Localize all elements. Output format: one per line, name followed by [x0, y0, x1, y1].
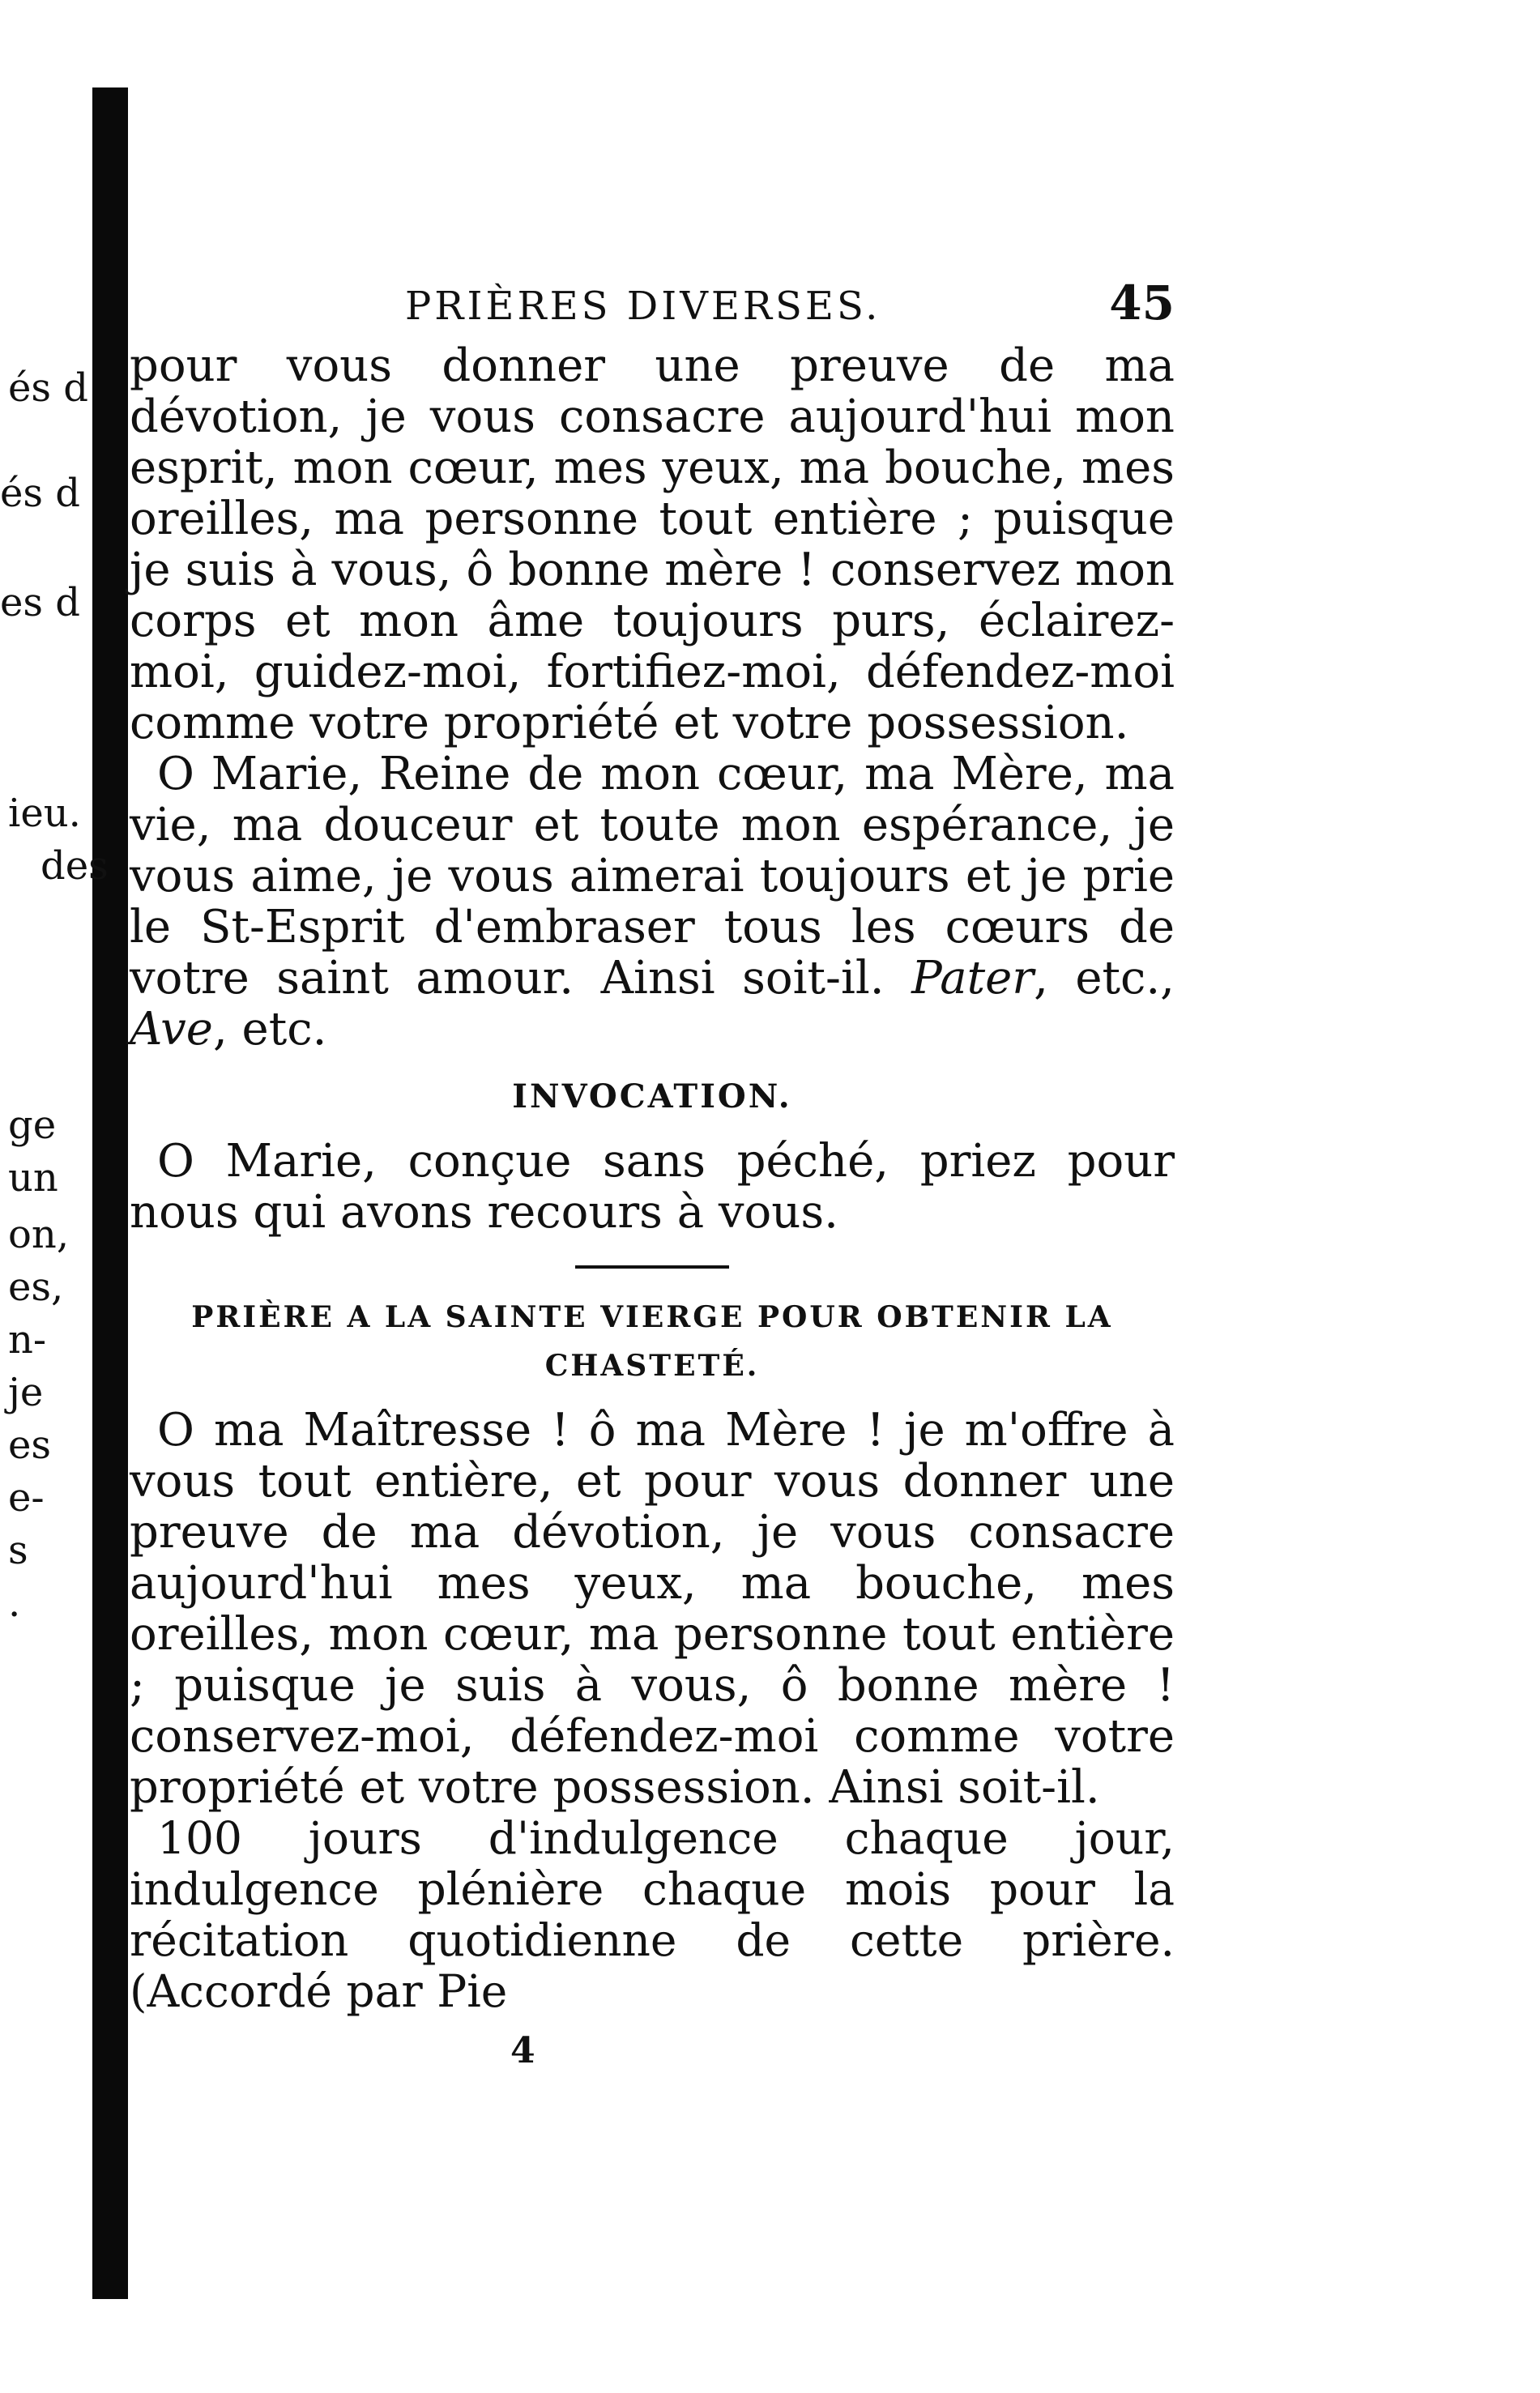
- running-title: PRIÈRES DIVERSES.: [405, 284, 881, 329]
- paragraph-o-marie: [130, 749, 1175, 1055]
- paragraph-dedication: pour vous donner une preuve de ma dévotion, je vous consacre aujourd'hui mon esprit, mon cœur, mes yeux, ma bouche, mes oreilles, ma personne tout entière ; puisque je suis à vous, ô bonne mère ! conservez mon corps et mon âme toujours purs, éclairez-moi, guidez-moi, fortifiez-moi, défendez-moi comme votre propriété et votre possession.: [130, 339, 1175, 749]
- margin-fragment: .: [8, 1580, 21, 1626]
- paragraph-o-marie-text: O Marie, Reine de mon cœur, ma Mère, ma vie, ma douceur et toute mon espérance, je vous aime, je vous aimerai toujours et je prie le St-Esprit d'embraser tous les cœurs de votre saint amour. Ainsi soit-il.: [130, 748, 1175, 1005]
- running-header: [130, 275, 1175, 340]
- margin-fragment: des: [41, 843, 109, 889]
- margin-fragment: es d: [0, 580, 81, 625]
- etc-2: , etc.: [212, 1003, 327, 1056]
- facing-page-fragments: [0, 0, 109, 2393]
- margin-fragment: ieu.: [8, 791, 81, 836]
- page-body: [130, 340, 1175, 2076]
- margin-fragment: e-: [8, 1475, 45, 1521]
- signature-mark: 4: [510, 2030, 535, 2071]
- pater-word: Pater: [911, 952, 1034, 1005]
- section-separator: [575, 1265, 729, 1269]
- margin-fragment: es,: [8, 1265, 64, 1310]
- margin-fragment: és d: [8, 365, 89, 411]
- invocation-text: O Marie, conçue sans péché, priez pour nous qui avons recours à vous.: [130, 1135, 1175, 1239]
- book-page: [130, 275, 1175, 2076]
- invocation-heading: INVOCATION.: [512, 1077, 792, 1115]
- margin-fragment: és d: [0, 471, 81, 516]
- prayer-heading: [130, 1293, 1175, 1390]
- margin-fragment: n-: [8, 1317, 47, 1363]
- indulgence-note: 100 jours d'indulgence chaque jour, indulgence plénière chaque mois pour la récitation quotidienne de cette prière. (Accordé par Pie: [130, 1812, 1175, 2017]
- margin-fragment: je: [8, 1370, 44, 1415]
- margin-fragment: on,: [8, 1212, 70, 1257]
- ave-word: Ave: [130, 1003, 213, 1056]
- prayer-heading-line1: PRIÈRE A LA SAINTE VIERGE POUR OBTENIR LA: [191, 1300, 1113, 1334]
- page-number: 45: [1109, 275, 1175, 331]
- margin-fragment: es: [8, 1423, 52, 1468]
- prayer-heading-line2: CHASTETÉ.: [544, 1349, 760, 1383]
- etc-1: , etc.,: [1034, 952, 1175, 1005]
- binding-shadow: [92, 87, 128, 2299]
- prayer-text: O ma Maîtresse ! ô ma Mère ! je m'offre à vous tout entière, et pour vous donner une preuve de ma dévotion, je vous consacre aujourd'hui mes yeux, ma bouche, mes oreilles, mon cœur, ma personne tout entière ; puisque je suis à vous, ô bonne mère ! conservez-moi, défendez-moi comme votre propriété et votre possession. Ainsi soit-il.: [130, 1404, 1175, 1814]
- margin-fragment: un: [8, 1155, 58, 1201]
- margin-fragment: s: [8, 1528, 28, 1573]
- margin-fragment: ge: [8, 1103, 57, 1148]
